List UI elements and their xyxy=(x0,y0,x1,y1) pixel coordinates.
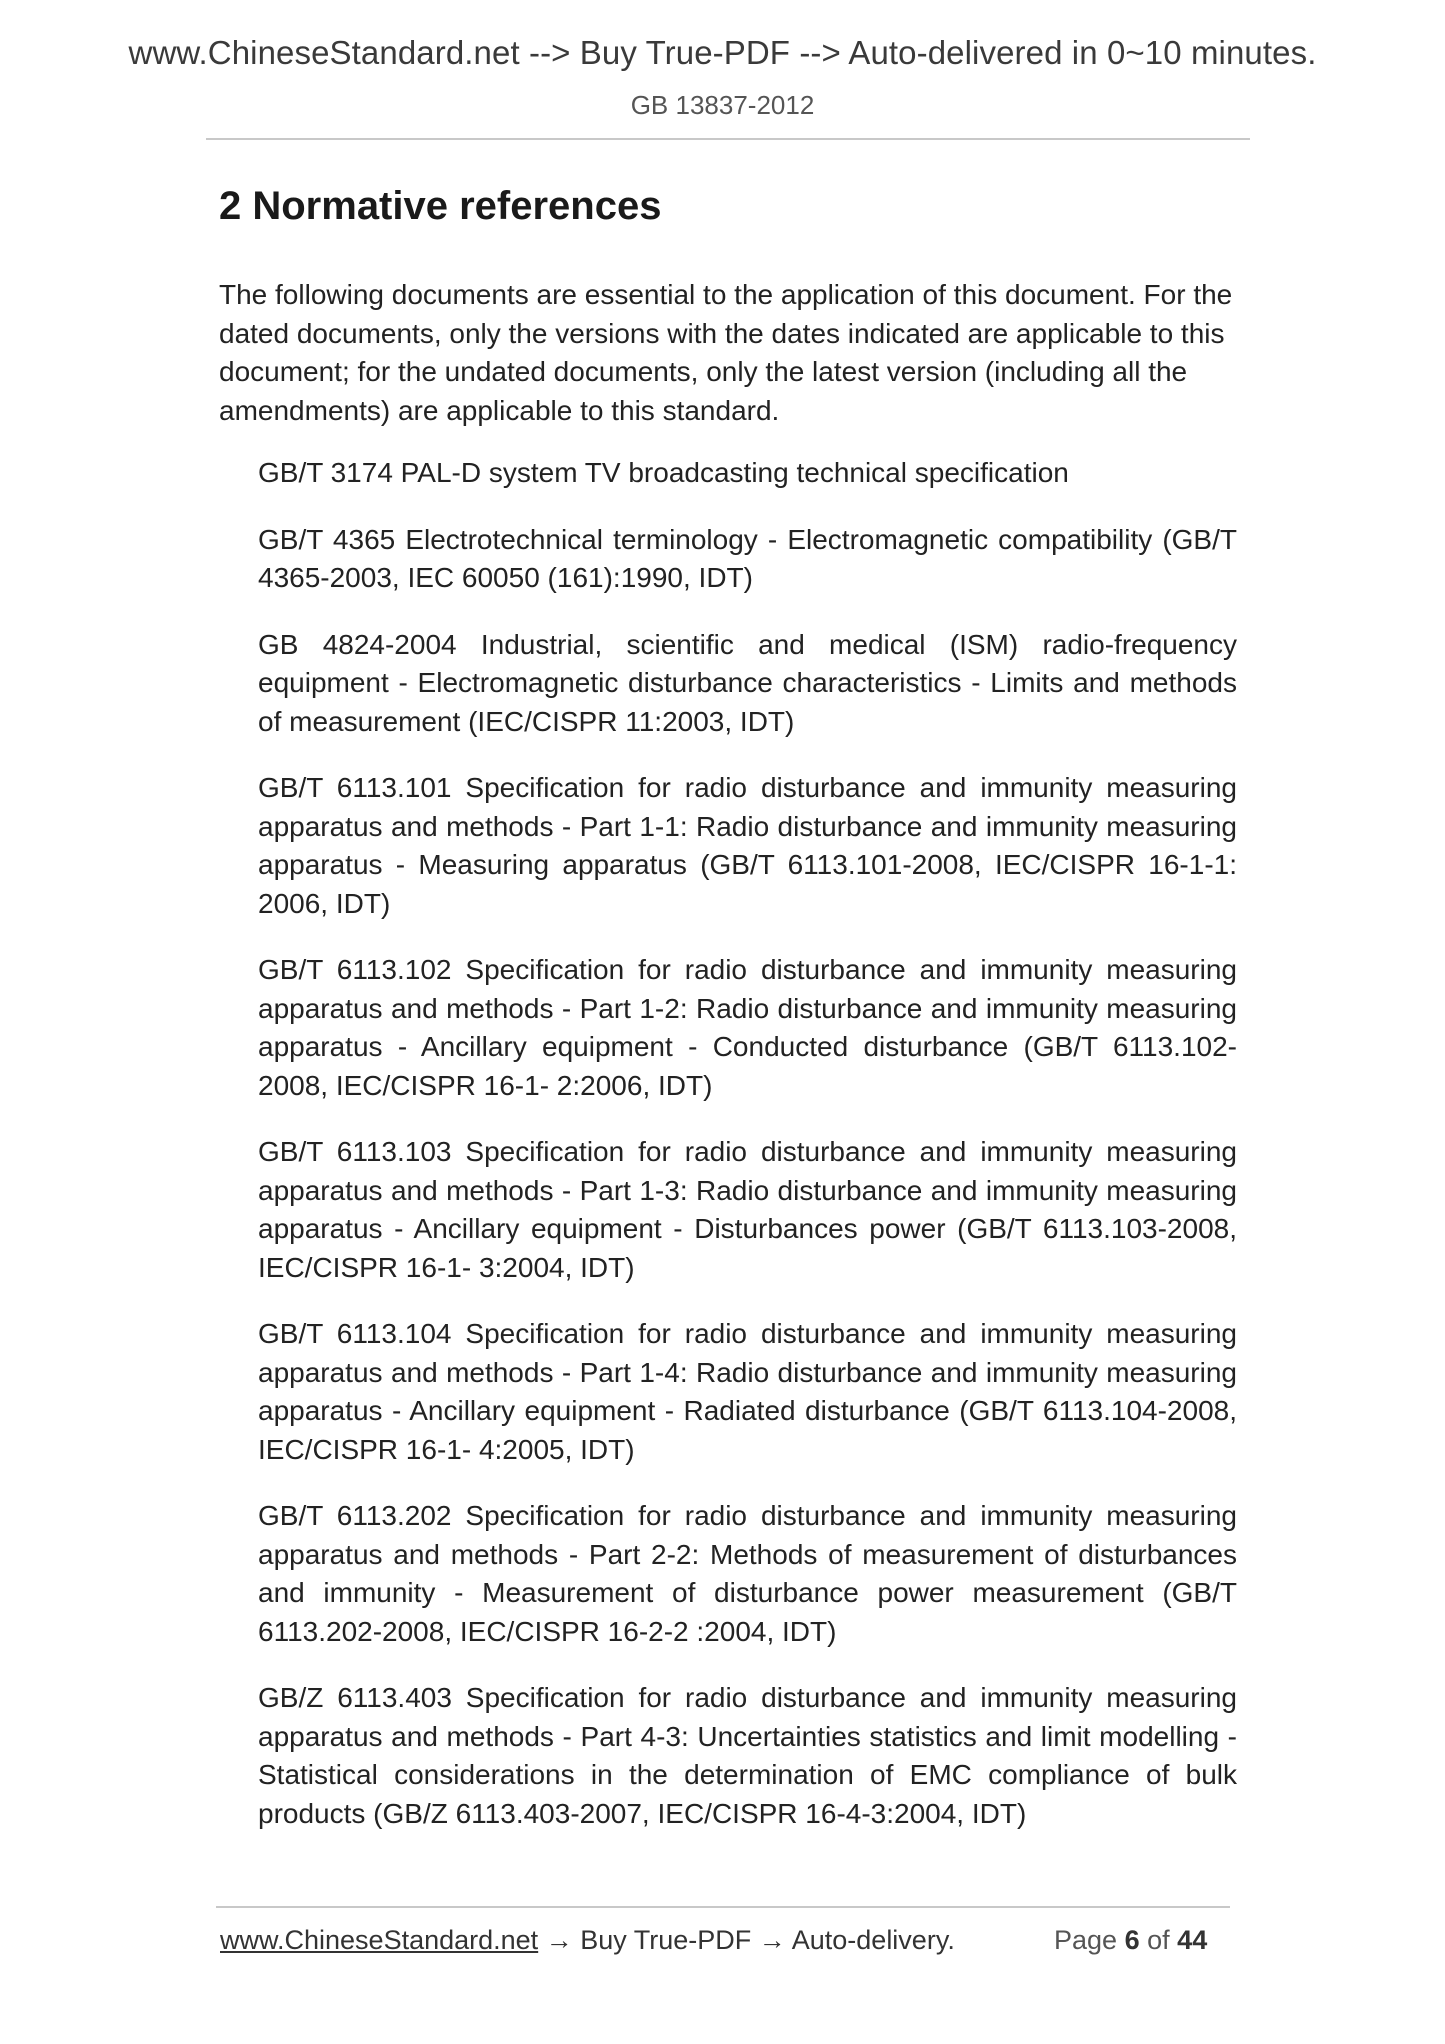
footer-tagline: → Buy True-PDF → Auto-delivery. xyxy=(538,1925,955,1955)
reference-item: GB/T 6113.102 Specification for radio disturbance and immunity measuring apparatus and methods - Part 1-2: Radio disturbance and immunity measuring apparatus - Ancillary equipment - Conducted disturbance (GB/T 6113.102-2008, IEC/CISPR 16-1- 2:2006, IDT) xyxy=(258,954,1237,1101)
reference-item: GB/T 6113.104 Specification for radio disturbance and immunity measuring apparatus and methods - Part 1-4: Radio disturbance and immunity measuring apparatus - Ancillary equipment - Radiated disturbance (GB/T 6113.104-2008, IEC/CISPR 16-1- 4:2005, IDT) xyxy=(258,1318,1237,1465)
of-label: of xyxy=(1147,1925,1170,1955)
footer-site-link[interactable]: www.ChineseStandard.net xyxy=(220,1925,539,1955)
intro-paragraph: The following documents are essential to the application of this document. For the dated documents, only the versions with the dates indicated are applicable to this document; for the undated documents, only the latest version (including all the amendments) are applicable to this standard. xyxy=(219,279,1233,426)
standard-code: GB 13837-2012 xyxy=(630,90,815,120)
page-label: Page xyxy=(1054,1925,1118,1955)
reference-list xyxy=(219,454,1237,1833)
section-title: 2 Normative references xyxy=(219,184,662,228)
page-indicator xyxy=(1054,1925,1207,1956)
top-banner: www.ChineseStandard.net --> Buy True-PDF --> Auto-delivered in 0~10 minutes. xyxy=(128,34,1317,71)
header-divider xyxy=(206,138,1250,140)
reference-item: GB/T 4365 Electrotechnical terminology - Electromagnetic compatibility (GB/T 4365-2003, IEC 60050 (161):1990, IDT) xyxy=(258,523,1237,593)
footer-divider xyxy=(216,1906,1230,1908)
total-pages-number: 44 xyxy=(1177,1925,1208,1955)
section-body xyxy=(219,276,1237,1861)
footer-promo xyxy=(220,1925,955,1956)
reference-item: GB 4824-2004 Industrial, scientific and medical (ISM) radio-frequency equipment - Electromagnetic disturbance characteristics - Limits and methods of measurement (IEC/CISPR 11:2003, IDT) xyxy=(258,628,1237,737)
reference-item: GB/Z 6113.403 Specification for radio disturbance and immunity measuring apparatus and methods - Part 4-3: Uncertainties statistics and limit modelling - Statistical considerations in the determination of EMC compliance of bulk products (GB/Z 6113.403-2007, IEC/CISPR 16-4-3:2004, IDT) xyxy=(258,1682,1237,1829)
reference-item: GB/T 6113.103 Specification for radio disturbance and immunity measuring apparatus and methods - Part 1-3: Radio disturbance and immunity measuring apparatus - Ancillary equipment - Disturbances power (GB/T 6113.103-2008, IEC/CISPR 16-1- 3:2004, IDT) xyxy=(258,1136,1237,1283)
current-page-number: 6 xyxy=(1124,1925,1140,1955)
reference-item: GB/T 3174 PAL-D system TV broadcasting technical specification xyxy=(258,457,1069,488)
reference-item: GB/T 6113.101 Specification for radio disturbance and immunity measuring apparatus and methods - Part 1-1: Radio disturbance and immunity measuring apparatus - Measuring apparatus (GB/T 6113.101-2008, IEC/CISPR 16-1-1: 2006, IDT) xyxy=(258,772,1237,919)
reference-item: GB/T 6113.202 Specification for radio disturbance and immunity measuring apparatus and methods - Part 2-2: Methods of measurement of disturbances and immunity - Measurement of disturbance power measurement (GB/T 6113.202-2008, IEC/CISPR 16-2-2 :2004, IDT) xyxy=(258,1500,1237,1647)
